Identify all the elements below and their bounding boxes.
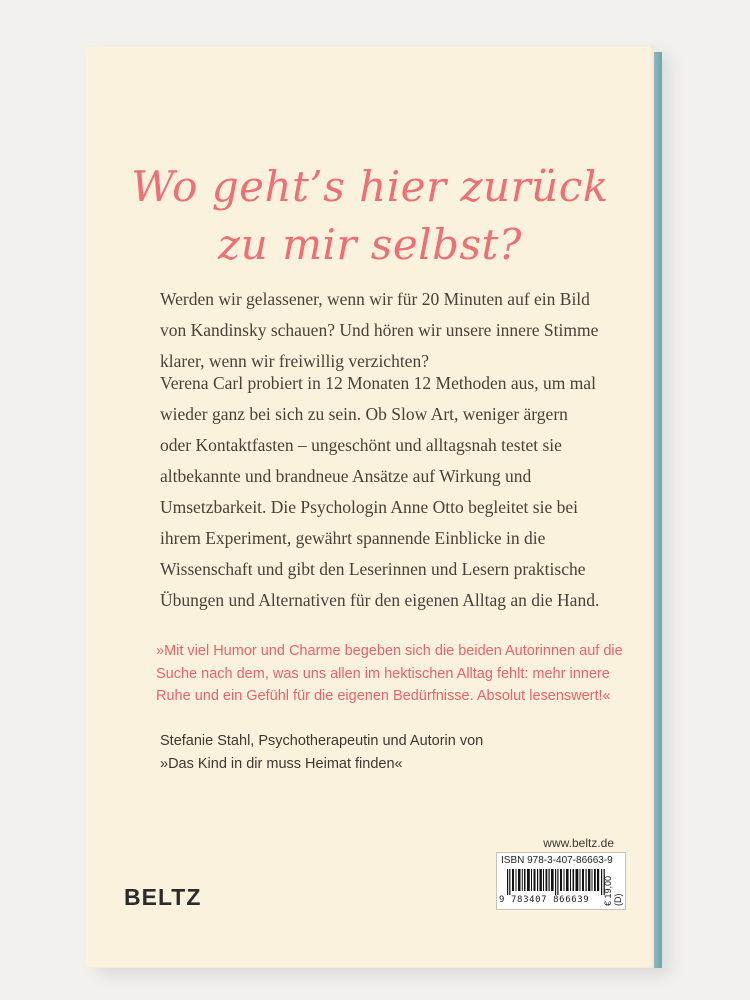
quote-attribution [160, 730, 620, 775]
isbn-number: ISBN 978-3-407-86663-9 [501, 855, 613, 866]
barcode-digits: 9 783407 866639 [499, 895, 590, 905]
headline-line-2: zu mir selbst? [218, 220, 522, 269]
attribution-line-2: »Das Kind in dir muss Heimat finden« [160, 755, 403, 772]
review-quote: »Mit viel Humor und Charme begeben sich die beiden Autorinnen auf die Suche nach dem, was uns allen im hektischen Alltag fehlt: mehr innere Ruhe und ein Gefühl für die eigenen Bedürfnisse. Absolut lesenswert!« [156, 643, 623, 704]
price-label: € 19,00 (D) [603, 875, 623, 906]
publisher-url: www.beltz.de [543, 836, 614, 850]
barcode-label [496, 852, 626, 910]
barcode-icon [507, 869, 607, 895]
blurb-paragraph-2: Verena Carl probiert in 12 Monaten 12 Methoden aus, um mal wieder ganz bei sich zu sein. Ob Slow Art, weniger ärgern oder Kontaktfasten – ungeschönt und alltagsnah testet sie altbekannte und brandneue Ansätze auf Wirkung und Umsetzbarkeit. Die Psychologin Anne Otto begleitet sie bei ihrem Experiment, gewährt spannende Einblicke in die Wissenschaft und gibt den Leserinnen und Lesern praktische Übungen und Alternativen für den eigenen Alltag an die Hand. [160, 373, 600, 610]
headline [86, 158, 654, 274]
book-back-cover [86, 46, 654, 968]
blurb-paragraph-1: Werden wir gelassener, wenn wir für 20 Minuten auf ein Bild von Kandinsky schauen? Und hören wir unsere innere Stimme klarer, wenn wir freiwillig verzichten? [160, 289, 599, 371]
publisher-logo: BELTZ [124, 884, 202, 910]
attribution-line-1: Stefanie Stahl, Psychotherapeutin und Autorin von [160, 733, 484, 749]
headline-line-1: Wo geht’s hier zurück [131, 162, 609, 211]
